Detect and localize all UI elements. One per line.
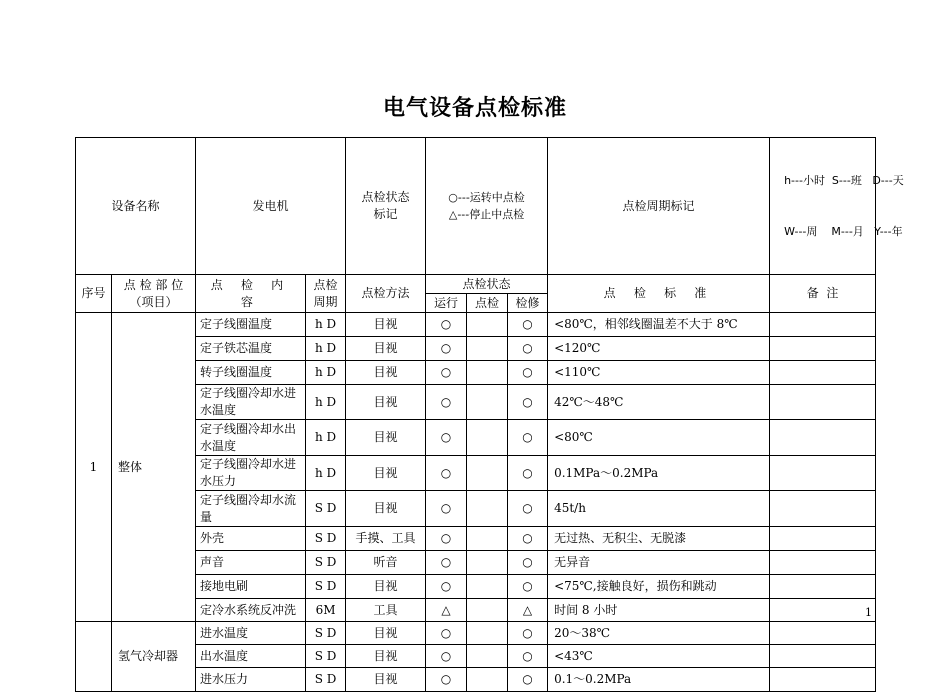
- row-remarks: [770, 622, 876, 645]
- row-standard: 无异音: [548, 551, 770, 575]
- row-status-repair: ○: [508, 420, 548, 456]
- status-legend-stopped: △---停止中点检: [448, 208, 525, 221]
- cycle-mark-label: 点检周期标记: [548, 138, 770, 275]
- col-part-header: [112, 275, 196, 313]
- row-content: 定子线圈冷却水进水压力: [196, 456, 306, 491]
- table-row: [76, 456, 876, 491]
- col-status-group-header: 点检状态: [426, 275, 548, 294]
- row-content: 定子铁芯温度: [196, 337, 306, 361]
- row-content: 定子线圈温度: [196, 313, 306, 337]
- table-row: [76, 361, 876, 385]
- row-status-check: [467, 385, 508, 420]
- row-content: 接地电刷: [196, 575, 306, 599]
- row-cycle: S D: [306, 527, 346, 551]
- row-status-repair: ○: [508, 668, 548, 692]
- table-row: [76, 527, 876, 551]
- row-status-running: ○: [426, 622, 467, 645]
- table-row: [76, 551, 876, 575]
- row-status-repair: ○: [508, 645, 548, 668]
- row-remarks: [770, 385, 876, 420]
- row-status-repair: ○: [508, 622, 548, 645]
- row-content: 声音: [196, 551, 306, 575]
- table-row: [76, 385, 876, 420]
- row-method: 听音: [346, 551, 426, 575]
- row-status-running: ○: [426, 575, 467, 599]
- row-remarks: [770, 599, 876, 622]
- row-seq: [76, 622, 112, 692]
- table-row: [76, 599, 876, 622]
- row-standard: 0.1MPa～0.2MPa: [548, 456, 770, 491]
- col-status-running-header: 运行: [426, 294, 467, 313]
- row-remarks: [770, 527, 876, 551]
- row-remarks: [770, 645, 876, 668]
- row-remarks: [770, 313, 876, 337]
- row-cycle: h D: [306, 385, 346, 420]
- row-standard: 时间 8 小时: [548, 599, 770, 622]
- col-cycle-header: [306, 275, 346, 313]
- row-status-running: △: [426, 599, 467, 622]
- row-status-running: ○: [426, 491, 467, 527]
- row-status-check: [467, 599, 508, 622]
- table-row: [76, 645, 876, 668]
- row-standard: 0.1～0.2MPa: [548, 668, 770, 692]
- row-cycle: h D: [306, 337, 346, 361]
- row-method: 目视: [346, 456, 426, 491]
- col-method-header: 点检方法: [346, 275, 426, 313]
- row-cycle: h D: [306, 456, 346, 491]
- row-status-repair: ○: [508, 361, 548, 385]
- row-status-check: [467, 491, 508, 527]
- row-cycle: h D: [306, 420, 346, 456]
- row-cycle: S D: [306, 551, 346, 575]
- row-status-check: [467, 622, 508, 645]
- table-row: [76, 575, 876, 599]
- col-part-header-line2: （项目）: [129, 294, 178, 309]
- row-status-running: ○: [426, 313, 467, 337]
- row-status-check: [467, 668, 508, 692]
- row-content: 定子线圈冷却水流量: [196, 491, 306, 527]
- row-status-check: [467, 337, 508, 361]
- row-remarks: [770, 551, 876, 575]
- table-row: [76, 420, 876, 456]
- row-standard: <110℃: [548, 361, 770, 385]
- inspection-standard-table: [75, 137, 904, 692]
- row-status-running: ○: [426, 527, 467, 551]
- col-standard-header: 点 检 标 准: [548, 275, 770, 313]
- row-standard: <120℃: [548, 337, 770, 361]
- row-status-repair: ○: [508, 337, 548, 361]
- row-method: 目视: [346, 622, 426, 645]
- status-legend-running: ○---运转中点检: [448, 191, 525, 204]
- row-status-repair: ○: [508, 575, 548, 599]
- row-standard: 20～38℃: [548, 622, 770, 645]
- row-remarks: [770, 456, 876, 491]
- col-content-header: 点 检 内 容: [196, 275, 306, 313]
- row-status-check: [467, 551, 508, 575]
- row-status-repair: ○: [508, 456, 548, 491]
- row-method: 目视: [346, 337, 426, 361]
- row-status-repair: ○: [508, 527, 548, 551]
- equipment-name-label: 设备名称: [76, 138, 196, 275]
- row-status-repair: ○: [508, 313, 548, 337]
- row-content: 定冷水系统反冲洗: [196, 599, 306, 622]
- table-row: [76, 668, 876, 692]
- table-row: [76, 622, 876, 645]
- col-part-header-line1: 点 检 部 位: [123, 277, 184, 292]
- row-cycle: S D: [306, 645, 346, 668]
- cycle-legend-line2: W---周 M---月 Y---年: [784, 225, 903, 238]
- row-standard: 45t/h: [548, 491, 770, 527]
- equipment-name-value: 发电机: [196, 138, 346, 275]
- row-remarks: [770, 575, 876, 599]
- row-status-running: ○: [426, 420, 467, 456]
- row-cycle: S D: [306, 491, 346, 527]
- row-method: 目视: [346, 668, 426, 692]
- row-cycle: S D: [306, 575, 346, 599]
- col-status-check-header: 点检: [467, 294, 508, 313]
- cycle-legend: [770, 138, 904, 275]
- row-status-running: ○: [426, 385, 467, 420]
- column-header-row-1: [76, 275, 876, 294]
- row-content: 转子线圈温度: [196, 361, 306, 385]
- row-standard: <43℃: [548, 645, 770, 668]
- row-remarks: [770, 668, 876, 692]
- table-row: [76, 337, 876, 361]
- row-status-repair: ○: [508, 491, 548, 527]
- status-legend: [426, 138, 548, 275]
- row-status-check: [467, 361, 508, 385]
- row-remarks: [770, 361, 876, 385]
- row-method: 目视: [346, 385, 426, 420]
- status-mark-label-line1: 点检状态: [361, 190, 410, 204]
- row-content: 出水温度: [196, 645, 306, 668]
- status-mark-label: [346, 138, 426, 275]
- col-cycle-header-line2: 周期: [313, 294, 338, 309]
- row-content: 进水温度: [196, 622, 306, 645]
- row-method: 手摸、工具: [346, 527, 426, 551]
- row-remarks: [770, 337, 876, 361]
- row-cycle: h D: [306, 313, 346, 337]
- row-status-running: ○: [426, 551, 467, 575]
- row-method: 目视: [346, 361, 426, 385]
- cycle-legend-line1: h---小时 S---班 D---天: [784, 174, 904, 187]
- row-standard: <80℃，相邻线圈温差不大于 8℃: [548, 313, 770, 337]
- col-status-repair-header: 检修: [508, 294, 548, 313]
- row-status-repair: ○: [508, 385, 548, 420]
- row-cycle: 6M: [306, 599, 346, 622]
- row-status-repair: ○: [508, 551, 548, 575]
- table-row: [76, 491, 876, 527]
- header-legend-row: [76, 138, 876, 275]
- row-part: 整体: [112, 313, 196, 622]
- row-content: 进水压力: [196, 668, 306, 692]
- row-status-running: ○: [426, 456, 467, 491]
- row-content: 定子线圈冷却水出水温度: [196, 420, 306, 456]
- row-method: 目视: [346, 491, 426, 527]
- row-status-running: ○: [426, 337, 467, 361]
- status-mark-label-line2: 标记: [373, 207, 398, 221]
- row-standard: <75℃,接触良好，损伤和跳动: [548, 575, 770, 599]
- row-status-check: [467, 575, 508, 599]
- row-cycle: h D: [306, 361, 346, 385]
- row-method: 工具: [346, 599, 426, 622]
- row-seq: 1: [76, 313, 112, 622]
- row-part: 氢气冷却器: [112, 622, 196, 692]
- row-status-check: [467, 527, 508, 551]
- row-standard: 42℃～48℃: [548, 385, 770, 420]
- page-number: 1: [865, 606, 872, 619]
- col-cycle-header-line1: 点检: [313, 277, 338, 292]
- row-cycle: S D: [306, 622, 346, 645]
- row-remarks: [770, 420, 876, 456]
- row-standard: 无过热、无积尘、无脱漆: [548, 527, 770, 551]
- col-remarks-header: 备 注: [770, 275, 876, 313]
- table-row: [76, 313, 876, 337]
- row-method: 目视: [346, 313, 426, 337]
- row-method: 目视: [346, 420, 426, 456]
- row-status-running: ○: [426, 668, 467, 692]
- row-standard: <80℃: [548, 420, 770, 456]
- row-status-running: ○: [426, 645, 467, 668]
- row-status-check: [467, 456, 508, 491]
- row-cycle: S D: [306, 668, 346, 692]
- row-content: 外壳: [196, 527, 306, 551]
- col-seq-header: 序号: [76, 275, 112, 313]
- row-status-check: [467, 313, 508, 337]
- row-status-repair: △: [508, 599, 548, 622]
- row-method: 目视: [346, 575, 426, 599]
- row-status-check: [467, 645, 508, 668]
- row-status-running: ○: [426, 361, 467, 385]
- document-title: 电气设备点检标准: [382, 96, 567, 121]
- row-method: 目视: [346, 645, 426, 668]
- row-content: 定子线圈冷却水进水温度: [196, 385, 306, 420]
- row-status-check: [467, 420, 508, 456]
- row-remarks: [770, 491, 876, 527]
